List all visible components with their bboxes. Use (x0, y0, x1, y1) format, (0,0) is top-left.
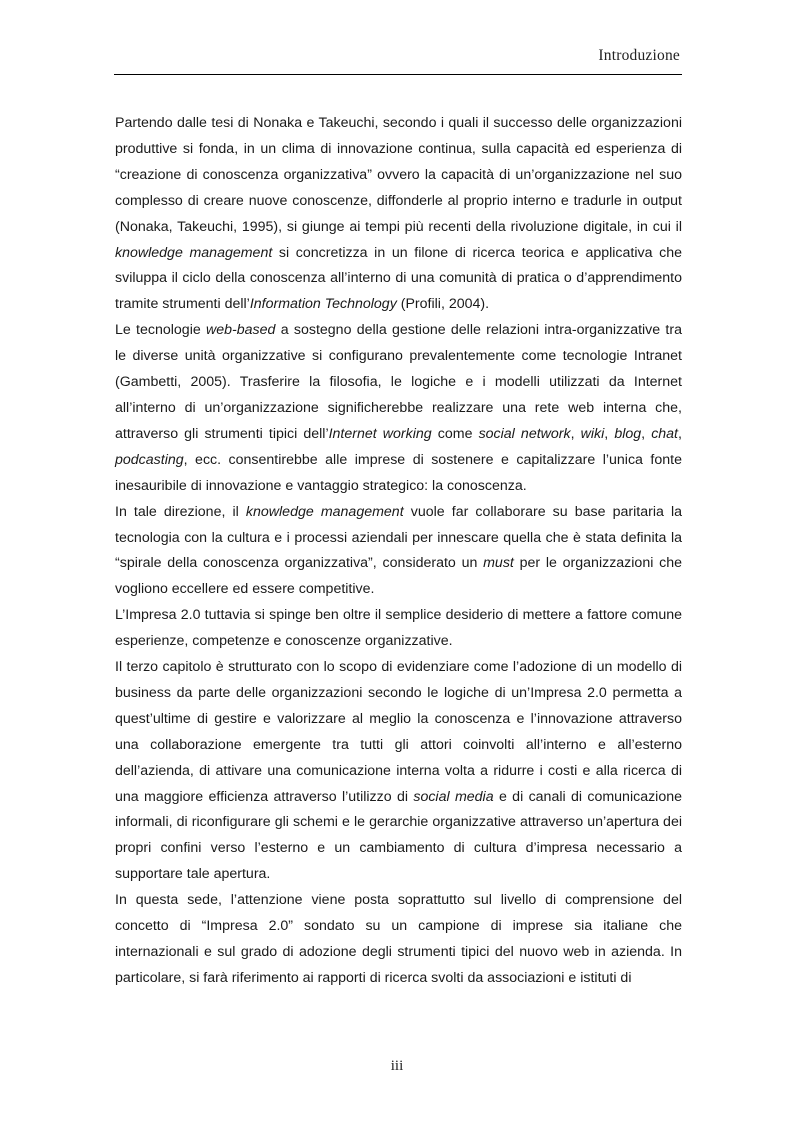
text-run: In tale direzione, il (115, 503, 246, 520)
text-run: Le tecnologie (115, 322, 207, 339)
italic-text: must (483, 555, 514, 572)
paragraph (115, 603, 682, 655)
paragraph (115, 655, 682, 888)
text-run: , ecc. consentirebbe alle imprese di sostenere e capitalizzare l’unica fonte inesauribile di innovazione e vantaggio strategico: la conoscenza. (115, 451, 682, 494)
text-run: , (641, 425, 652, 442)
page-number: iii (390, 1058, 404, 1074)
text-run: e di canali di comunicazione informali, di riconfigurare gli schemi e le gerarchie organizzative attraverso un’apertura dei propri confini verso l’esterno e un cambiamento di cultura d’impresa necessario a supportare tale apertura. (115, 788, 682, 883)
paragraph (115, 318, 682, 499)
italic-text: web-based (206, 322, 276, 339)
italic-text: Internet working (328, 425, 432, 442)
paragraph (115, 888, 682, 992)
text-run: come (431, 425, 479, 442)
text-run: vuole far collaborare su base paritaria la tecnologia con la cultura e i processi aziendali per innescare quella che è stata definita la “spirale della conoscenza organizzativa”, considerato un (115, 503, 683, 572)
italic-text: knowledge management (115, 244, 273, 261)
italic-text: blog (614, 425, 642, 442)
text-run: , (570, 425, 581, 442)
italic-text: knowledge management (245, 503, 404, 520)
text-run: (Profili, 2004). (396, 296, 490, 313)
text-run: , (678, 425, 682, 442)
body-text (115, 111, 682, 992)
text-run: L’Impresa 2.0 tuttavia si spinge ben oltre il semplice desiderio di mettere a fattore comune esperienze, competenze e conoscenze organizzative. (115, 607, 682, 650)
text-run: , (604, 425, 615, 442)
text-run: per le organizzazioni che vogliono eccellere ed essere competitive. (115, 555, 682, 598)
header-rule (114, 74, 682, 75)
paragraph (115, 111, 682, 318)
italic-text: chat (651, 425, 679, 442)
text-run: Partendo dalle tesi di Nonaka e Takeuchi, secondo i quali il successo delle organizzazioni produttive si fonda, in un clima di innovazione continua, sulla capacità ed esperienza di “creazione di conoscenza organizzativa” ovvero la capacità di un’organizzazione nel suo complesso di creare nuove conoscenze, diffonderle al proprio interno e tradurle in output (Nonaka, Takeuchi, 1995), si giunge ai tempi più recenti della rivoluzione digitale, in cui il (115, 115, 682, 235)
text-run: si concretizza in un filone di ricerca teorica e applicativa che sviluppa il ciclo della conoscenza all’interno di una comunità di pratica o d’apprendimento tramite strumenti dell’ (115, 244, 682, 313)
running-header: Introduzione (598, 47, 680, 64)
italic-text: podcasting (115, 451, 184, 468)
text-run: In questa sede, l’attenzione viene posta soprattutto sul livello di comprensione del concetto di “Impresa 2.0” sondato su un campione di imprese sia italiane che internazionali e sul grado di adozione degli strumenti tipici del nuovo web in azienda. In particolare, si farà riferimento ai rapporti di ricerca svolti da associazioni e istituti di (115, 892, 682, 986)
text-run: a sostegno della gestione delle relazioni intra-organizzative tra le diverse unità organizzative si configurano prevalentemente come tecnologie Intranet (Gambetti, 2005). Trasferire la filosofia, le logiche e i modelli utilizzati da Internet all’interno di un’organizzazione significherebbe realizzare una rete web interna che, attraverso gli strumenti tipici dell’ (115, 322, 682, 442)
italic-text: social media (413, 788, 494, 805)
paragraph (115, 500, 682, 604)
text-run: Il terzo capitolo è strutturato con lo scopo di evidenziare come l’adozione di un modello di business da parte delle organizzazioni secondo le logiche di un’Impresa 2.0 permetta a quest’ultime di gestire e valorizzare al meglio la conoscenza e l’innovazione attraverso una collaborazione emergente tra tutti gli attori coinvolti all’interno e all’esterno dell’azienda, di attivare una comunicazione interna volta a ridurre i costi e alla ricerca di una maggiore efficienza attraverso l’utilizzo di (115, 659, 682, 805)
italic-text: social network (478, 425, 571, 442)
italic-text: Information Technology (249, 296, 397, 313)
italic-text: wiki (580, 425, 605, 442)
